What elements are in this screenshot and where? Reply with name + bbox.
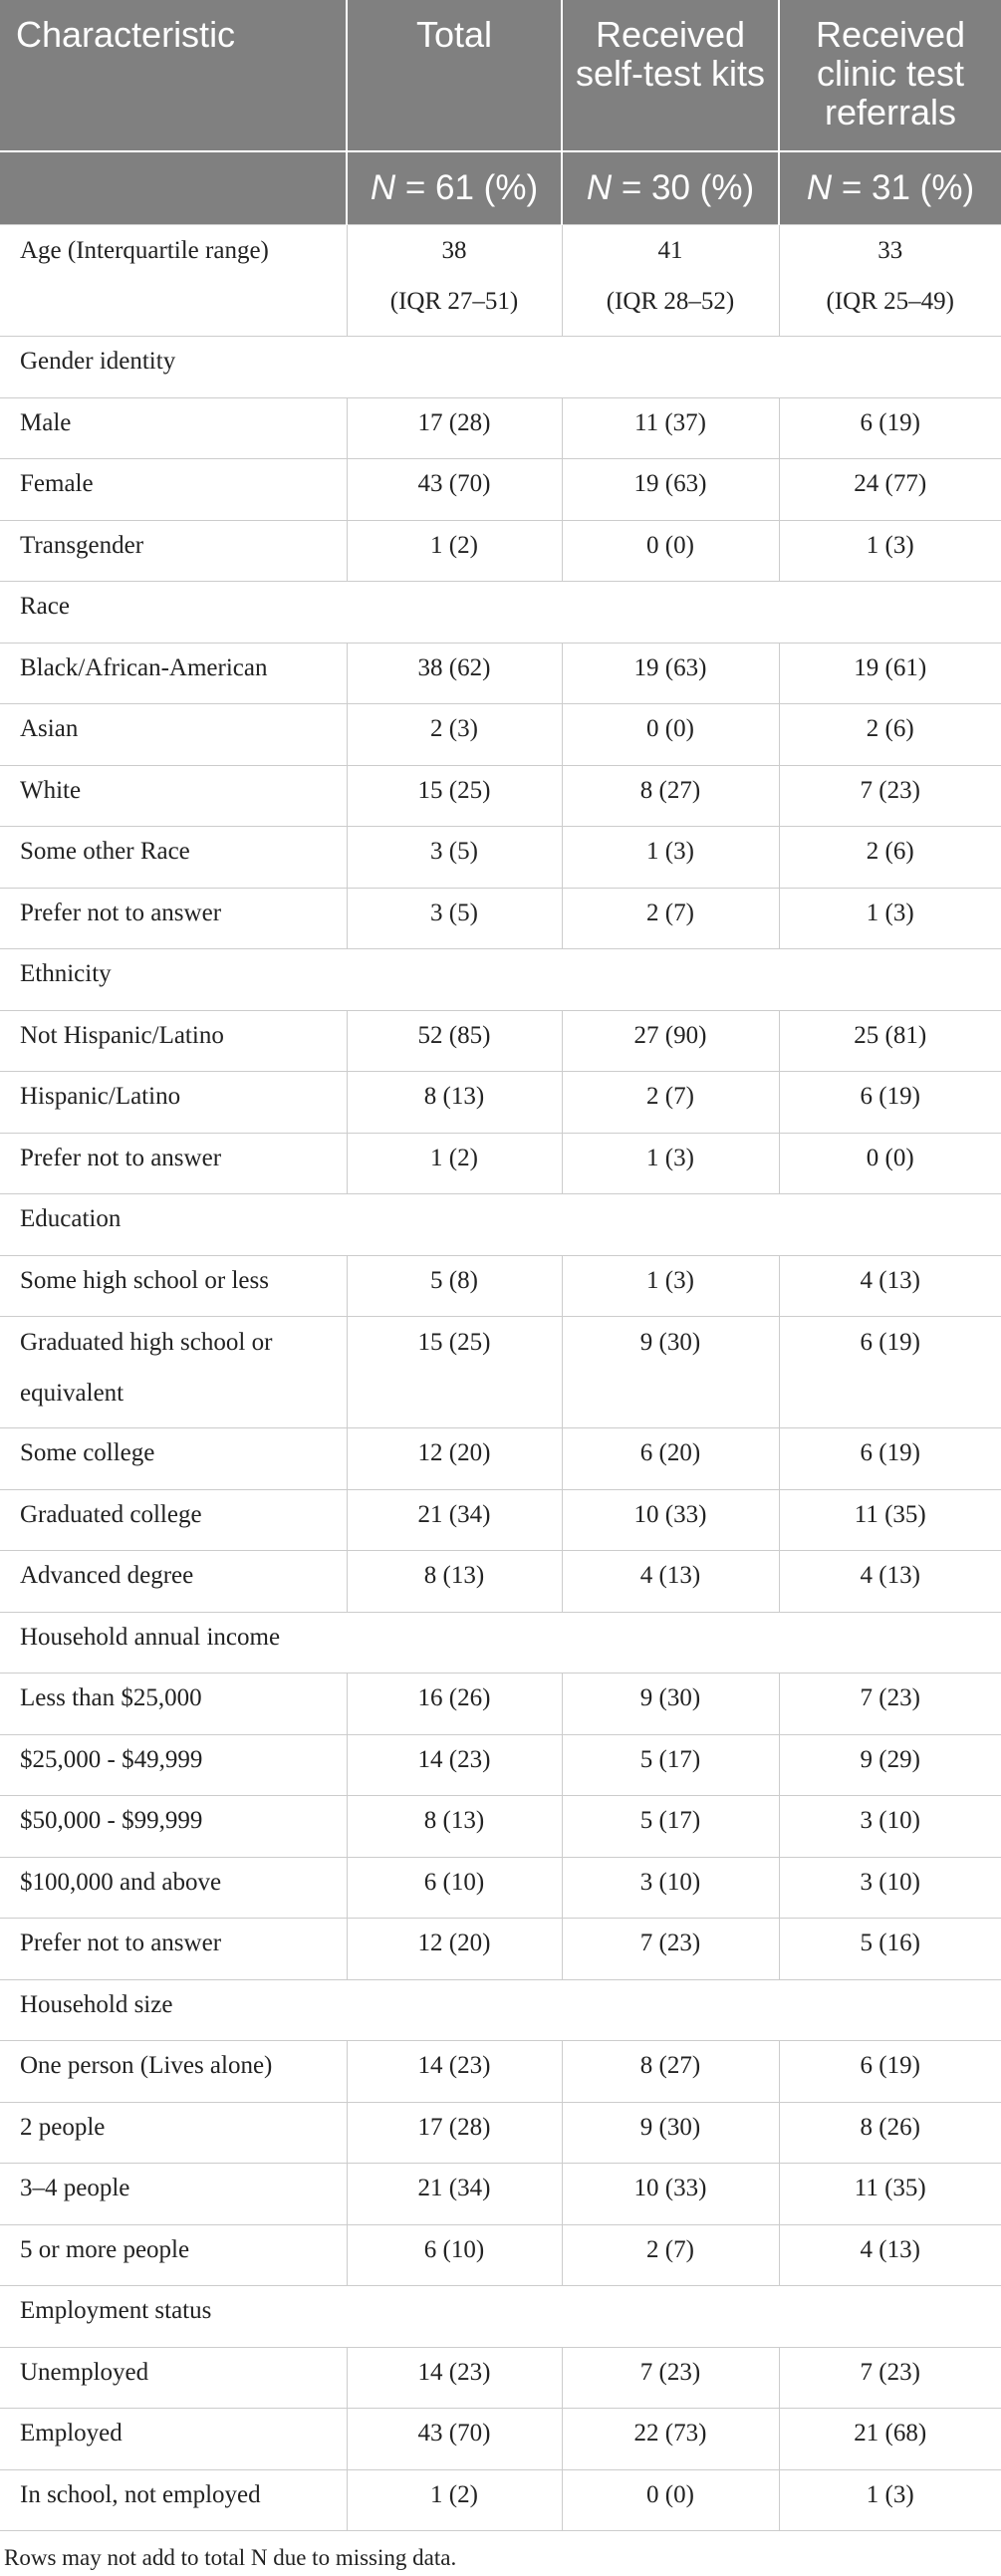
row-label: Some other Race <box>0 827 347 889</box>
table-row <box>0 225 1001 337</box>
table-row <box>0 2102 1001 2164</box>
n-total-value: = 61 (%) <box>395 168 539 207</box>
cell-total: 1 (2) <box>347 520 562 582</box>
cell-total: 43 (70) <box>347 459 562 521</box>
cell-total: 8 (13) <box>347 1796 562 1858</box>
cell-total: 38 (62) <box>347 643 562 704</box>
n-row <box>0 151 1001 225</box>
cell-clinic-referral: 33 (IQR 25–49) <box>779 225 1001 337</box>
cell-self-test: 9 (30) <box>562 1317 779 1428</box>
cell-self-test: 2 (7) <box>562 888 779 949</box>
section-label: Race <box>0 582 1001 644</box>
cell-total: 14 (23) <box>347 1734 562 1796</box>
n-total <box>347 151 562 225</box>
cell-self-test: 11 (37) <box>562 397 779 459</box>
table-row <box>0 827 1001 889</box>
cell-self-test: 8 (27) <box>562 765 779 827</box>
row-label: Employed <box>0 2409 347 2470</box>
cell-self-test: 10 (33) <box>562 1489 779 1551</box>
cell-total: 1 (2) <box>347 1133 562 1194</box>
table-row <box>0 1072 1001 1134</box>
cell-total: 6 (10) <box>347 2224 562 2286</box>
row-label: 3–4 people <box>0 2164 347 2225</box>
n-clinic-value: = 31 (%) <box>832 168 975 207</box>
table-row <box>0 2224 1001 2286</box>
cell-self-test: 27 (90) <box>562 1010 779 1072</box>
n-self-test-value: = 30 (%) <box>612 168 755 207</box>
cell-self-test: 2 (7) <box>562 1072 779 1134</box>
table-row <box>0 1489 1001 1551</box>
cell-clinic-referral: 1 (3) <box>779 2469 1001 2531</box>
cell-self-test: 8 (27) <box>562 2041 779 2103</box>
table-row <box>0 1317 1001 1428</box>
cell-self-test: 1 (3) <box>562 1255 779 1317</box>
cell-total: 8 (13) <box>347 1551 562 1613</box>
n-row-blank <box>0 151 347 225</box>
cell-total: 14 (23) <box>347 2347 562 2409</box>
row-label: Transgender <box>0 520 347 582</box>
cell-clinic-referral: 1 (3) <box>779 888 1001 949</box>
header-row <box>0 0 1001 151</box>
row-label: Asian <box>0 704 347 766</box>
cell-clinic-referral: 4 (13) <box>779 1255 1001 1317</box>
row-label: $100,000 and above <box>0 1857 347 1919</box>
row-label: Advanced degree <box>0 1551 347 1613</box>
row-label: White <box>0 765 347 827</box>
cell-clinic-referral: 2 (6) <box>779 704 1001 766</box>
cell-self-test: 19 (63) <box>562 643 779 704</box>
cell-total: 43 (70) <box>347 2409 562 2470</box>
section-row <box>0 1612 1001 1674</box>
row-label: Prefer not to answer <box>0 1919 347 1980</box>
cell-self-test: 10 (33) <box>562 2164 779 2225</box>
table-row <box>0 765 1001 827</box>
table-body <box>0 225 1001 2531</box>
row-label: In school, not employed <box>0 2469 347 2531</box>
row-label: $25,000 - $49,999 <box>0 1734 347 1796</box>
cell-clinic-referral: 3 (10) <box>779 1796 1001 1858</box>
cell-clinic-referral: 7 (23) <box>779 2347 1001 2409</box>
cell-self-test: 1 (3) <box>562 1133 779 1194</box>
table-row <box>0 1674 1001 1735</box>
table-row <box>0 1857 1001 1919</box>
cell-self-test: 5 (17) <box>562 1796 779 1858</box>
cell-clinic-referral: 7 (23) <box>779 765 1001 827</box>
row-label: 2 people <box>0 2102 347 2164</box>
cell-self-test: 4 (13) <box>562 1551 779 1613</box>
header-clinic-referral: Received clinic test referrals <box>779 0 1001 151</box>
section-row <box>0 337 1001 398</box>
table-row <box>0 1428 1001 1490</box>
cell-clinic-referral: 6 (19) <box>779 2041 1001 2103</box>
cell-clinic-referral: 5 (16) <box>779 1919 1001 1980</box>
cell-self-test: 22 (73) <box>562 2409 779 2470</box>
cell-total: 52 (85) <box>347 1010 562 1072</box>
row-label: Age (Interquartile range) <box>0 225 347 337</box>
cell-self-test: 7 (23) <box>562 2347 779 2409</box>
section-label: Household size <box>0 1979 1001 2041</box>
cell-total: 1 (2) <box>347 2469 562 2531</box>
table-row <box>0 1010 1001 1072</box>
cell-self-test: 7 (23) <box>562 1919 779 1980</box>
section-row <box>0 1194 1001 1256</box>
n-self-test <box>562 151 779 225</box>
header-total: Total <box>347 0 562 151</box>
row-label: Black/African-American <box>0 643 347 704</box>
cell-self-test: 19 (63) <box>562 459 779 521</box>
table-row <box>0 1133 1001 1194</box>
row-label: Not Hispanic/Latino <box>0 1010 347 1072</box>
cell-clinic-referral: 2 (6) <box>779 827 1001 889</box>
table-row <box>0 459 1001 521</box>
section-label: Employment status <box>0 2286 1001 2348</box>
table-row <box>0 643 1001 704</box>
header-characteristic: Characteristic <box>0 0 347 151</box>
cell-total: 21 (34) <box>347 1489 562 1551</box>
cell-clinic-referral: 4 (13) <box>779 1551 1001 1613</box>
n-symbol: N <box>370 168 396 207</box>
cell-self-test: 2 (7) <box>562 2224 779 2286</box>
row-label: Male <box>0 397 347 459</box>
n-clinic-referral <box>779 151 1001 225</box>
cell-clinic-referral: 6 (19) <box>779 1072 1001 1134</box>
cell-total: 14 (23) <box>347 2041 562 2103</box>
cell-clinic-referral: 11 (35) <box>779 2164 1001 2225</box>
table-row <box>0 888 1001 949</box>
cell-self-test: 41 (IQR 28–52) <box>562 225 779 337</box>
table-footnote: Rows may not add to total N due to missing data. <box>4 2545 457 2570</box>
table-row <box>0 1734 1001 1796</box>
cell-clinic-referral: 25 (81) <box>779 1010 1001 1072</box>
header-self-test: Received self-test kits <box>562 0 779 151</box>
cell-self-test: 9 (30) <box>562 2102 779 2164</box>
cell-clinic-referral: 9 (29) <box>779 1734 1001 1796</box>
row-label: Less than $25,000 <box>0 1674 347 1735</box>
cell-self-test: 0 (0) <box>562 2469 779 2531</box>
cell-clinic-referral: 21 (68) <box>779 2409 1001 2470</box>
cell-clinic-referral: 6 (19) <box>779 397 1001 459</box>
cell-total: 17 (28) <box>347 2102 562 2164</box>
table-row <box>0 2347 1001 2409</box>
cell-clinic-referral: 19 (61) <box>779 643 1001 704</box>
section-row <box>0 949 1001 1011</box>
row-label: Prefer not to answer <box>0 1133 347 1194</box>
section-label: Gender identity <box>0 337 1001 398</box>
row-label: Prefer not to answer <box>0 888 347 949</box>
row-label: Some high school or less <box>0 1255 347 1317</box>
table-row <box>0 1255 1001 1317</box>
cell-total: 12 (20) <box>347 1428 562 1490</box>
cell-clinic-referral: 1 (3) <box>779 520 1001 582</box>
cell-total: 16 (26) <box>347 1674 562 1735</box>
cell-self-test: 3 (10) <box>562 1857 779 1919</box>
table-row <box>0 2409 1001 2470</box>
cell-total: 8 (13) <box>347 1072 562 1134</box>
cell-clinic-referral: 0 (0) <box>779 1133 1001 1194</box>
cell-self-test: 9 (30) <box>562 1674 779 1735</box>
section-row <box>0 1979 1001 2041</box>
cell-total: 5 (8) <box>347 1255 562 1317</box>
cell-self-test: 0 (0) <box>562 520 779 582</box>
section-row <box>0 2286 1001 2348</box>
table-row <box>0 397 1001 459</box>
cell-self-test: 6 (20) <box>562 1428 779 1490</box>
row-label: Some college <box>0 1428 347 1490</box>
cell-clinic-referral: 3 (10) <box>779 1857 1001 1919</box>
cell-clinic-referral: 11 (35) <box>779 1489 1001 1551</box>
n-symbol: N <box>806 168 833 207</box>
row-label: Graduated high school or equivalent <box>0 1317 347 1428</box>
row-label: Hispanic/Latino <box>0 1072 347 1134</box>
cell-total: 2 (3) <box>347 704 562 766</box>
row-label: Graduated college <box>0 1489 347 1551</box>
cell-self-test: 5 (17) <box>562 1734 779 1796</box>
cell-total: 15 (25) <box>347 1317 562 1428</box>
cell-clinic-referral: 7 (23) <box>779 1674 1001 1735</box>
cell-self-test: 1 (3) <box>562 827 779 889</box>
cell-total: 21 (34) <box>347 2164 562 2225</box>
row-label: Female <box>0 459 347 521</box>
table-row <box>0 2164 1001 2225</box>
cell-clinic-referral: 8 (26) <box>779 2102 1001 2164</box>
table-row <box>0 2469 1001 2531</box>
table-row <box>0 1919 1001 1980</box>
cell-total: 15 (25) <box>347 765 562 827</box>
table-row <box>0 704 1001 766</box>
section-label: Household annual income <box>0 1612 1001 1674</box>
row-label: Unemployed <box>0 2347 347 2409</box>
table-row <box>0 2041 1001 2103</box>
cell-total: 12 (20) <box>347 1919 562 1980</box>
cell-clinic-referral: 24 (77) <box>779 459 1001 521</box>
section-row <box>0 582 1001 644</box>
section-label: Education <box>0 1194 1001 1256</box>
cell-clinic-referral: 6 (19) <box>779 1428 1001 1490</box>
n-symbol: N <box>586 168 613 207</box>
table-row <box>0 520 1001 582</box>
cell-total: 3 (5) <box>347 888 562 949</box>
section-label: Ethnicity <box>0 949 1001 1011</box>
cell-total: 6 (10) <box>347 1857 562 1919</box>
cell-self-test: 0 (0) <box>562 704 779 766</box>
cell-clinic-referral: 4 (13) <box>779 2224 1001 2286</box>
table-row <box>0 1551 1001 1613</box>
cell-clinic-referral: 6 (19) <box>779 1317 1001 1428</box>
row-label: $50,000 - $99,999 <box>0 1796 347 1858</box>
row-label: One person (Lives alone) <box>0 2041 347 2103</box>
cell-total: 38 (IQR 27–51) <box>347 225 562 337</box>
table-row <box>0 1796 1001 1858</box>
cell-total: 17 (28) <box>347 397 562 459</box>
cell-total: 3 (5) <box>347 827 562 889</box>
row-label: 5 or more people <box>0 2224 347 2286</box>
table-header <box>0 0 1001 225</box>
